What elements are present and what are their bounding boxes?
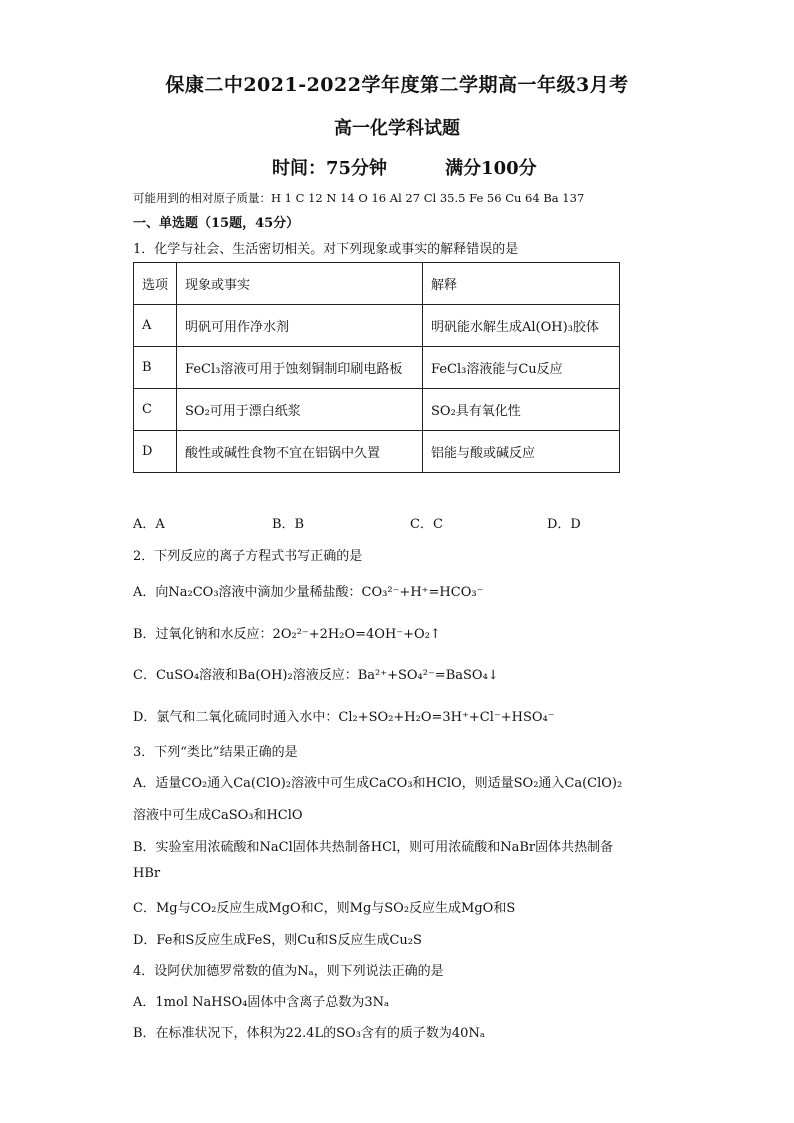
question-2-option-a: A．向Na₂CO₃溶液中滴加少量稀盐酸：CO₃²⁻+H⁺=HCO₃⁻: [133, 585, 484, 600]
choice-b: B．B: [272, 517, 305, 532]
table-cell-fact: 明矾可用作净水剂: [177, 305, 423, 347]
question-3-stem: 3．下列“类比”结果正确的是: [133, 745, 298, 760]
table-cell-fact: SO₂可用于漂白纸浆: [177, 389, 423, 431]
question-3-option-a-line1: A．适量CO₂通入Ca(ClO)₂溶液中可生成CaCO₃和HClO，则适量SO₂通入Ca(ClO)₂: [133, 776, 623, 791]
table-cell-explain: SO₂具有氧化性: [423, 389, 620, 431]
table-cell-option: D: [134, 431, 177, 473]
question-1-stem: 1．化学与社会、生活密切相关。对下列现象或事实的解释错误的是: [133, 242, 519, 257]
table-row: [134, 347, 620, 389]
question-3-option-b-line2: HBr: [133, 866, 161, 881]
exam-time: 时间：75分钟: [272, 158, 388, 179]
table-row: [134, 389, 620, 431]
choice-c: C．C: [410, 517, 443, 532]
table-row: [134, 305, 620, 347]
table-cell-option: A: [134, 305, 177, 347]
choice-a: A．A: [133, 517, 165, 532]
section-heading: 一、单选题（15题，45分）: [133, 216, 300, 231]
question-2-option-c: C．CuSO₄溶液和Ba(OH)₂溶液反应：Ba²⁺+SO₄²⁻=BaSO₄↓: [133, 668, 499, 683]
question-4-stem: 4．设阿伏加德罗常数的值为Nₐ，则下列说法正确的是: [133, 964, 444, 979]
question-4-option-a: A．1mol NaHSO₄固体中含离子总数为3Nₐ: [133, 995, 390, 1010]
question-2-option-b: B．过氧化钠和水反应：2O₂²⁻+2H₂O=4OH⁻+O₂↑: [133, 627, 441, 642]
exam-full-score: 满分100分: [445, 158, 537, 179]
exam-subtitle: 高一化学科试题: [334, 118, 460, 139]
question-3-option-c: C．Mg与CO₂反应生成MgO和C，则Mg与SO₂反应生成MgO和S: [133, 901, 516, 916]
question-1-table: [133, 262, 620, 473]
table-header-row: [134, 263, 620, 305]
table-cell-explain: FeCl₃溶液能与Cu反应: [423, 347, 620, 389]
table-cell-fact: 酸性或碱性食物不宜在铝锅中久置: [177, 431, 423, 473]
table-cell-explain: 铝能与酸或碱反应: [423, 431, 620, 473]
table-cell-fact: FeCl₃溶液可用于蚀刻铜制印刷电路板: [177, 347, 423, 389]
table-cell-option: B: [134, 347, 177, 389]
question-3-option-a-line2: 溶液中可生成CaSO₃和HClO: [133, 808, 303, 823]
atomic-masses: 可能用到的相对原子质量：H 1 C 12 N 14 O 16 Al 27 Cl 35.5 Fe 56 Cu 64 Ba 137: [133, 191, 585, 205]
table-cell-option: C: [134, 389, 177, 431]
question-2-stem: 2．下列反应的离子方程式书写正确的是: [133, 549, 363, 564]
table-header-fact: 现象或事实: [177, 263, 423, 305]
choice-d: D．D: [547, 517, 581, 532]
table-cell-explain: 明矾能水解生成Al(OH)₃胶体: [423, 305, 620, 347]
question-3-option-d: D．Fe和S反应生成FeS，则Cu和S反应生成Cu₂S: [133, 933, 422, 948]
question-2-option-d: D．氯气和二氧化硫同时通入水中：Cl₂+SO₂+H₂O=3H⁺+Cl⁻+HSO₄⁻: [133, 710, 555, 725]
table-row: [134, 431, 620, 473]
exam-title: 保康二中2021-2022学年度第二学期高一年级3月考: [165, 74, 629, 96]
table-header-explain: 解释: [423, 263, 620, 305]
time-score-row: [272, 154, 537, 180]
question-4-option-b: B．在标准状况下，体积为22.4L的SO₃含有的质子数为40Nₐ: [133, 1026, 485, 1041]
table-header-option: 选项: [134, 263, 177, 305]
question-3-option-b-line1: B．实验室用浓硫酸和NaCl固体共热制备HCl，则可用浓硫酸和NaBr固体共热制备: [133, 840, 614, 855]
